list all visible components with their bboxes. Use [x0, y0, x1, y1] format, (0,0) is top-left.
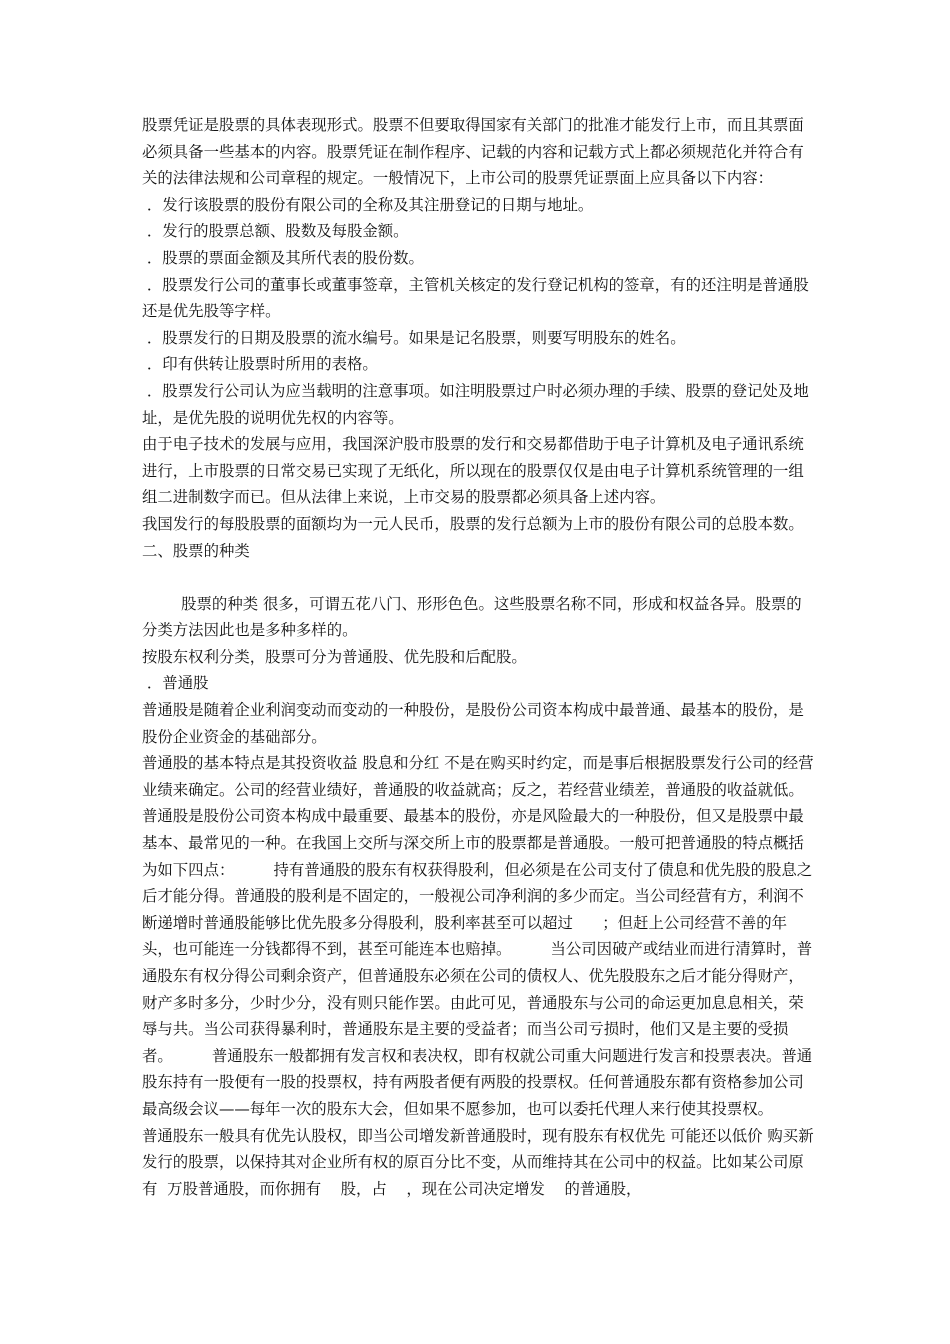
list-item: ．普通股 — [142, 674, 209, 693]
body-paragraph: 普通股是随着企业利润变动而变动的一种股份，是股份公司资本构成中最普通、最基本的股份，是股份企业资金的基础部分。 — [142, 701, 804, 746]
body-paragraph: 按股东权利分类，股票可分为普通股、优先股和后配股。 — [142, 647, 527, 666]
list-item: ．印有供转让股票时所用的表格。 — [142, 355, 378, 374]
list-item: ．股票发行公司的董事长或董事签章，主管机关核定的发行登记机构的签章，有的还注明是普通股还是优先股等字样。 — [142, 275, 809, 321]
body-paragraph: 我国发行的每股股票的面额均为一元人民币，股票的发行总额为上市的股份有限公司的总股本数。 — [142, 514, 804, 533]
list-item: ．发行的股票总额、股数及每股金额。 — [142, 222, 409, 241]
document-page — [142, 112, 814, 1202]
intro-paragraph: 股票凭证是股票的具体表现形式。股票不但要取得国家有关部门的批准才能发行上市，而且其票面必须具备一些基本的内容。股票凭证在制作程序、记载的内容和记载方式上都必须规范化并符合有关的法律法规和公司章程的规定。一般情况下，上市公司的股票凭证票面上应具备以下内容： — [142, 116, 804, 188]
section-heading: 二、股票的种类 — [142, 541, 250, 560]
list-item: ．股票发行公司认为应当载明的注意事项。如注明股票过户时必须办理的手续、股票的登记处及地址，是优先股的说明优先权的内容等。 — [142, 381, 809, 427]
list-item: ．发行该股票的股份有限公司的全称及其注册登记的日期与地址。 — [142, 195, 594, 214]
body-paragraph: 由于电子技术的发展与应用，我国深沪股市股票的发行和交易都借助于电子计算机及电子通讯系统进行，上市股票的日常交易已实现了无纸化，所以现在的股票仅仅是由电子计算机系统管理的一组组二进制数字而已。但从法律上来说，上市交易的股票都必须具备上述内容。 — [142, 435, 804, 507]
list-item: ．股票发行的日期及股票的流水编号。如果是记名股票，则要写明股东的姓名。 — [142, 328, 686, 347]
list-item: ．股票的票面金额及其所代表的股份数。 — [142, 248, 424, 267]
body-paragraph: 股票的种类 很多，可谓五花八门、形形色色。这些股票名称不同，形成和权益各异。股票的分类方法因此也是多种多样的。 — [142, 594, 802, 640]
blank-line — [142, 564, 814, 591]
body-paragraph: 普通股的基本特点是其投资收益 股息和分红 不是在购买时约定，而是事后根据股票发行公司的经营业绩来确定。公司的经营业绩好，普通股的收益就高；反之，若经营业绩差，普通股的收益就低。普通股是股份公司资本构成中最重要、最基本的股份，亦是风险最大的一种股份，但又是股票中最基本、最常见的一种。在我国上交所与深交所上市的股票都是普通股。一般可把普通股的特点概括为如下四点： 持有普通股的股东有权获得股利，但必须是在公司支付了债息和优先股的股息之后才能分得。普通股的股利是不固定的，一般视公司净利润的多少而定。当公司经营有方，利润不断递增时普通股能够比优先股多分得股利，股利率甚至可以超过 ；但赶上公司经营不善的年头，也可能连一分钱都得不到，甚至可能连本也赔掉。 当公司因破产或结业而进行清算时，普通股东有权分得公司剩余资产，但普通股东必须在公司的债权人、优先股股东之后才能分得财产，财产多时多分，少时少分，没有则只能作罢。由此可见，普通股东与公司的命运更加息息相关，荣辱与共。当公司获得暴利时，普通股东是主要的受益者；而当公司亏损时，他们又是主要的受损者。 普通股东一般都拥有发言权和表决权，即有权就公司重大问题进行发言和投票表决。普通股东持有一股便有一股的投票权，持有两股者便有两股的投票权。任何普通股东都有资格参加公司最高级会议——每年一次的股东大会，但如果不愿参加，也可以委托代理人来行使其投票权。 普通股东一般具有优先认股权，即当公司增发新普通股时，现有股东有权优先 可能还以低价 购买新发行的股票，以保持其对企业所有权的原百分比不变，从而维持其在公司中的权益。比如某公司原有 万股普通股，而你拥有 股，占 ，现在公司决定增发 的普通股， — [142, 754, 814, 1198]
